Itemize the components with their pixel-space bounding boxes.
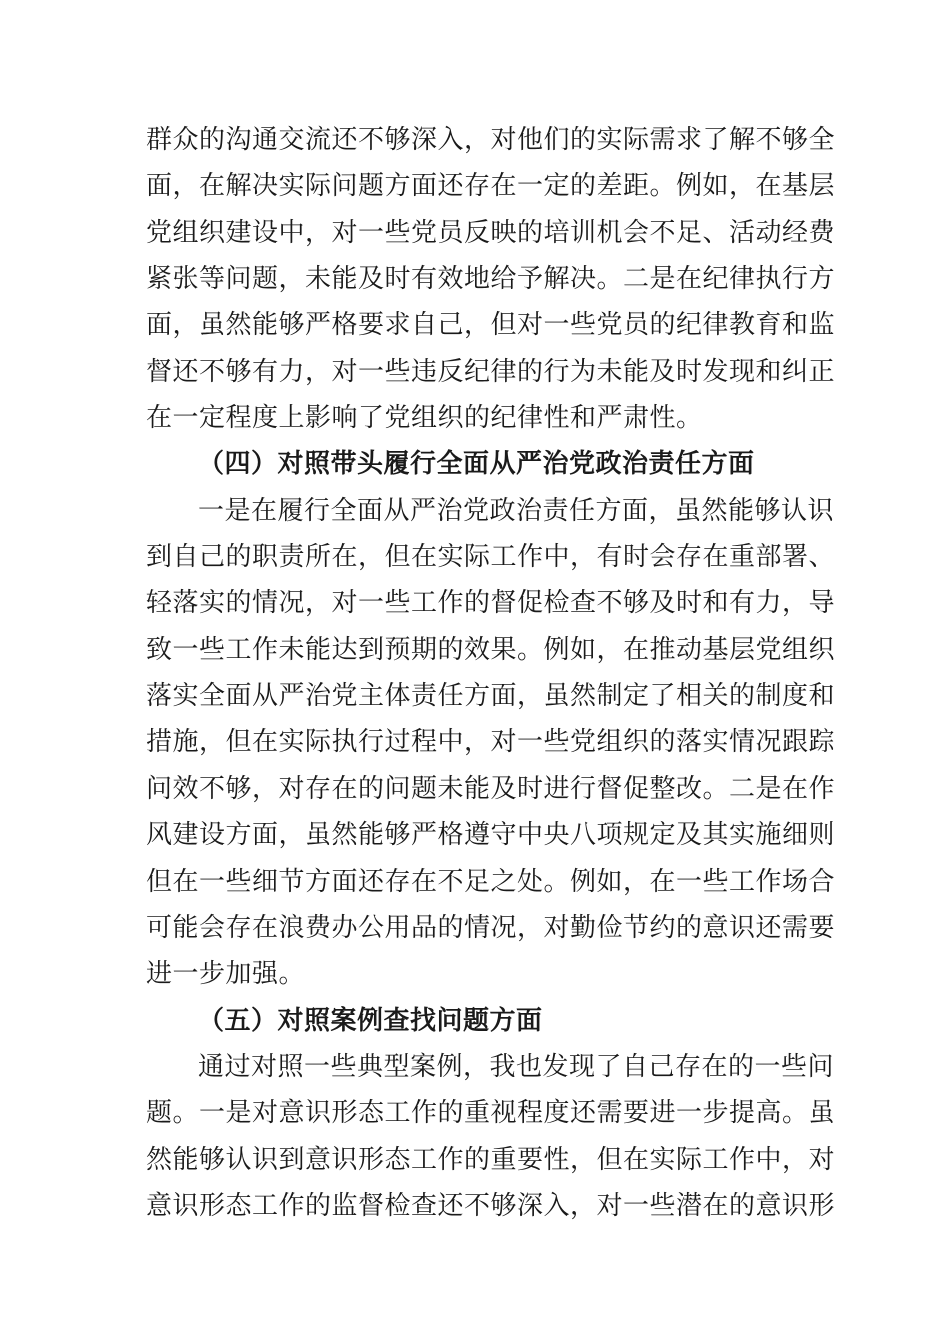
section-heading-four: （四）对照带头履行全面从严治党政治责任方面 bbox=[198, 449, 755, 480]
body-line: 但在一些细节方面还存在不足之处。例如，在一些工作场合 bbox=[146, 866, 836, 897]
body-line: 进一步加强。 bbox=[146, 959, 306, 990]
body-line: 意识形态工作的监督检查还不够深入，对一些潜在的意识形 bbox=[146, 1190, 836, 1221]
section-heading-five: （五）对照案例查找问题方面 bbox=[198, 1005, 543, 1036]
body-line: 督还不够有力，对一些违反纪律的行为未能及时发现和纠正 bbox=[146, 356, 836, 387]
body-line: 党组织建设中，对一些党员反映的培训机会不足、活动经费 bbox=[146, 217, 836, 248]
document-body bbox=[146, 117, 836, 1229]
body-line: 到自己的职责所在，但在实际工作中，有时会存在重部署、 bbox=[146, 542, 836, 573]
body-line: 措施，但在实际执行过程中，对一些党组织的落实情况跟踪 bbox=[146, 727, 836, 758]
paragraph-first-line: 通过对照一些典型案例，我也发现了自己存在的一些问 bbox=[198, 1051, 835, 1082]
body-line: 题。一是对意识形态工作的重视程度还需要进一步提高。虽 bbox=[146, 1098, 836, 1129]
body-line: 落实全面从严治党主体责任方面，虽然制定了相关的制度和 bbox=[146, 681, 836, 712]
body-line: 面，在解决实际问题方面还存在一定的差距。例如，在基层 bbox=[146, 171, 836, 202]
body-line: 然能够认识到意识形态工作的重要性，但在实际工作中，对 bbox=[146, 1144, 836, 1175]
body-line: 群众的沟通交流还不够深入，对他们的实际需求了解不够全 bbox=[146, 125, 836, 155]
body-line: 可能会存在浪费办公用品的情况，对勤俭节约的意识还需要 bbox=[146, 912, 836, 943]
body-line: 致一些工作未能达到预期的效果。例如，在推动基层党组织 bbox=[146, 634, 836, 665]
body-line: 问效不够，对存在的问题未能及时进行督促整改。二是在作 bbox=[146, 773, 836, 804]
paragraph-first-line: 一是在履行全面从严治党政治责任方面，虽然能够认识 bbox=[198, 495, 835, 526]
body-line: 风建设方面，虽然能够严格遵守中央八项规定及其实施细则 bbox=[146, 820, 836, 851]
body-line: 紧张等问题，未能及时有效地给予解决。二是在纪律执行方 bbox=[146, 264, 836, 295]
body-line: 面，虽然能够严格要求自己，但对一些党员的纪律教育和监 bbox=[146, 310, 836, 341]
body-line: 在一定程度上影响了党组织的纪律性和严肃性。 bbox=[146, 403, 703, 434]
body-line: 轻落实的情况，对一些工作的督促检查不够及时和有力，导 bbox=[146, 588, 836, 619]
